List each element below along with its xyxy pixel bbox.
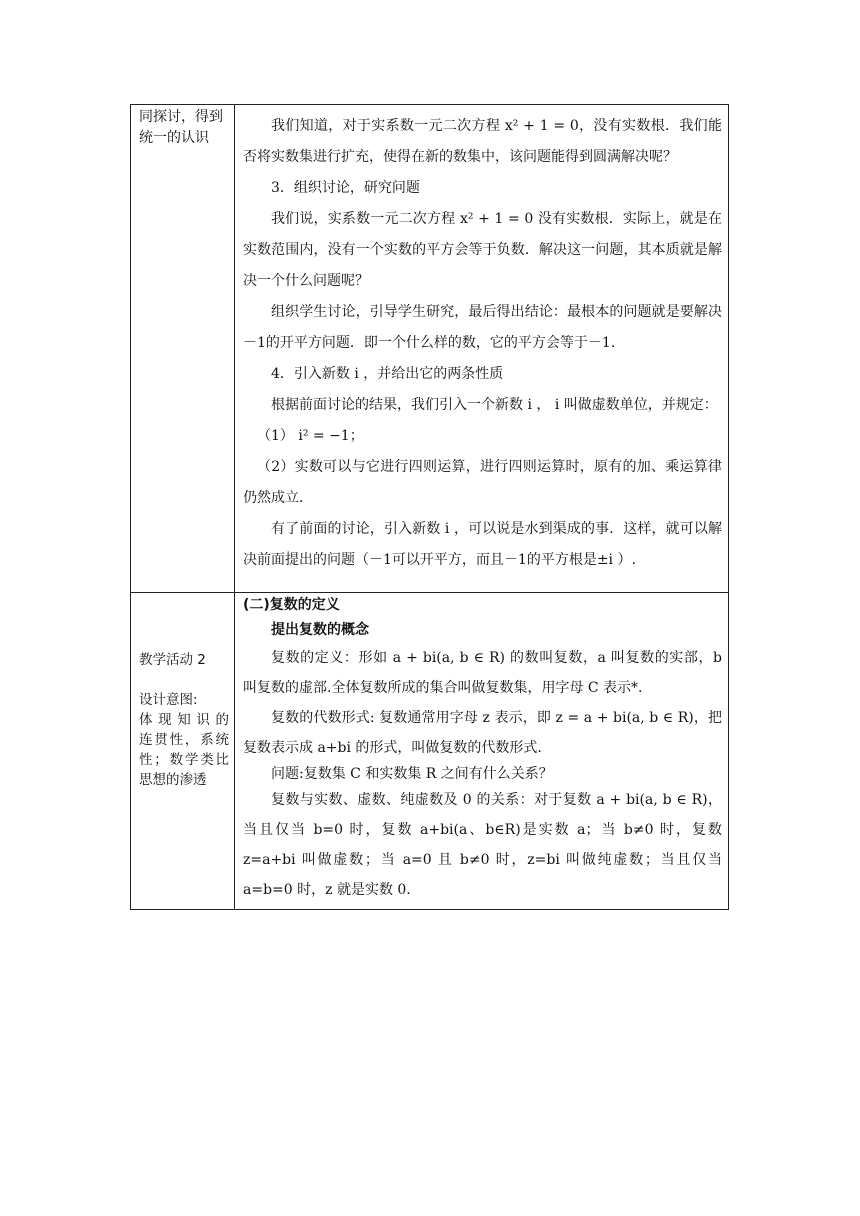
lesson-plan-table xyxy=(130,104,729,910)
row2-left-cell xyxy=(131,593,235,910)
sub-heading: 提出复数的概念 xyxy=(271,622,369,638)
paragraph: 我们知道，对于实系数一元二次方程 x² + 1 = 0，没有实数根．我们能否将实数集进行扩充，使得在新的数集中，该问题能得到圆满解决呢？ xyxy=(243,118,722,165)
table-row xyxy=(131,593,729,910)
design-line: 性；数学类比 xyxy=(139,752,229,768)
design-title: 设计意图: xyxy=(139,692,198,708)
heading-3: 3．组织讨论，研究问题 xyxy=(271,180,420,196)
paragraph: 有了前面的讨论，引入新数 i ，可以说是水到渠成的事．这样，就可以解决前面提出的问题（－1可以开平方，而且－1的平方根是±i ）. xyxy=(243,521,722,568)
row1-right-cell xyxy=(235,105,729,593)
paragraph: 我们说，实系数一元二次方程 x² + 1 = 0 没有实数根．实际上，就是在实数范围内，没有一个实数的平方会等于负数．解决这一问题，其本质就是解决一个什么问题呢？ xyxy=(243,211,722,289)
property-2: （2）实数可以与它进行四则运算，进行四则运算时，原有的加、乘运算律仍然成立． xyxy=(243,459,722,506)
paragraph: 组织学生讨论，引导学生研究，最后得出结论：最根本的问题就是要解决－1的开平方问题．即一个什么样的数，它的平方会等于－1． xyxy=(243,304,722,351)
design-line: 思想的渗透 xyxy=(139,772,207,788)
row1-left-cell xyxy=(131,105,235,593)
section-title: (二)复数的定义 xyxy=(243,597,340,613)
heading-4: 4．引入新数 i ，并给出它的两条性质 xyxy=(271,366,504,382)
row1-left-text: 同探讨，得到统一的认识 xyxy=(139,109,223,146)
question: 问题:复数集 C 和实数集 R 之间有什么关系？ xyxy=(271,766,553,782)
paragraph: 复数与实数、虚数、纯虚数及 0 的关系：对于复数 a + bi(a, b ∈ R)，当且仅当 b=0 时，复数 a+bi(a、b∈R)是实数 a；当 b≠0 时，复数 z=a+bi 叫做虚数；当 a=0 且 b≠0 时，z=bi 叫做纯虚数；当且仅当 a=b=0 时，z 就是实数 0. xyxy=(243,792,722,898)
activity-label: 教学活动 2 xyxy=(139,652,206,668)
design-intent xyxy=(139,690,229,790)
property-1: （1） i² = −1； xyxy=(257,428,364,444)
row2-right-cell xyxy=(235,593,729,910)
design-line: 连贯性，系统 xyxy=(139,732,229,748)
table-row xyxy=(131,105,729,593)
design-line: 体 现 知 识 的 xyxy=(139,712,229,728)
paragraph: 根据前面讨论的结果，我们引入一个新数 i ， i 叫做虚数单位，并规定： xyxy=(271,397,718,413)
paragraph: 复数的代数形式: 复数通常用字母 z 表示，即 z = a + bi(a, b ∈ R)，把复数表示成 a+bi 的形式，叫做复数的代数形式. xyxy=(243,710,722,756)
paragraph: 复数的定义：形如 a + bi(a, b ∈ R) 的数叫复数，a 叫复数的实部，b 叫复数的虚部.全体复数所成的集合叫做复数集，用字母 C 表示*. xyxy=(243,650,722,696)
